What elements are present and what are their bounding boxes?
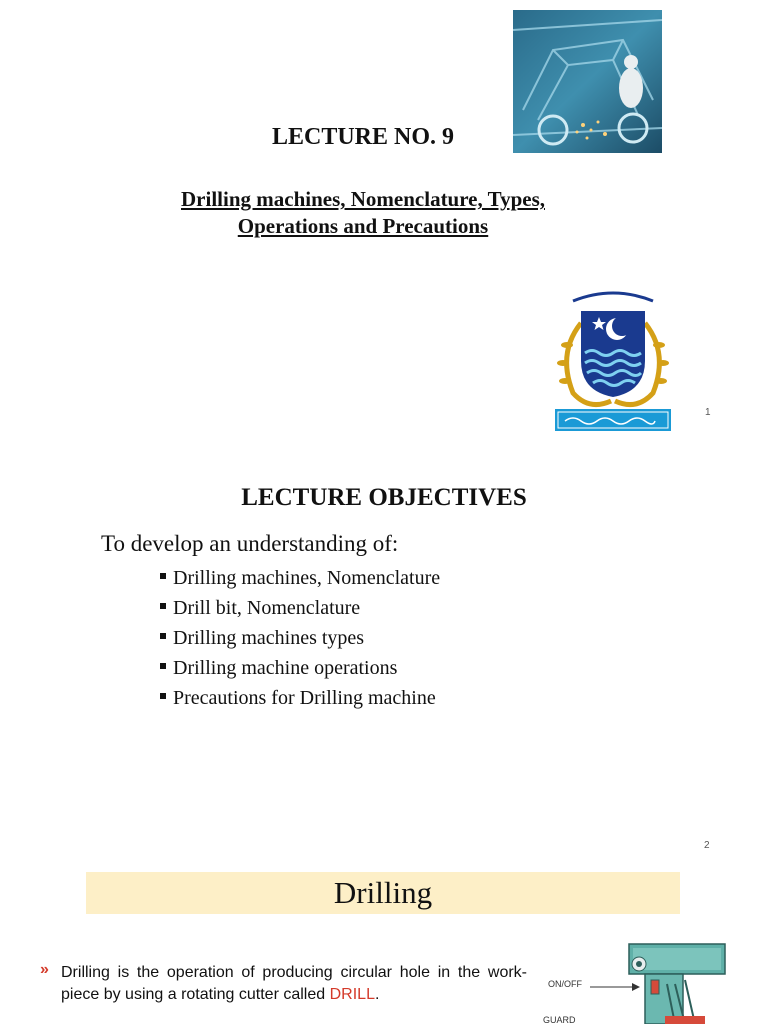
list-item: Drilling machine operations <box>160 653 440 683</box>
objectives-intro: To develop an understanding of: <box>101 531 399 556</box>
objectives-title: LECTURE OBJECTIVES <box>241 484 527 511</box>
drill-highlight: DRILL <box>329 986 375 1003</box>
subtitle-line-2: Operations and Precautions <box>237 214 489 238</box>
bullet-arrow-icon: » <box>40 961 49 978</box>
label-guard: GUARD <box>543 1015 576 1025</box>
lecture-subtitle <box>0 186 726 240</box>
list-item: Drilling machines types <box>160 623 440 653</box>
bullet-square-icon <box>160 573 166 579</box>
subtitle-line-1: Drilling machines, Nomenclature, Types, <box>181 187 545 211</box>
bullet-square-icon <box>160 603 166 609</box>
list-item: Drilling machines, Nomenclature <box>160 563 440 593</box>
bullet-square-icon <box>160 663 166 669</box>
label-on-off: ON/OFF <box>548 979 582 989</box>
drilling-definition: Drilling is the operation of producing circular hole in the work-piece by using a rotating cutter called DRILL. <box>61 964 527 1003</box>
drill-press-diagram <box>615 940 730 1024</box>
list-item: Drill bit, Nomenclature <box>160 593 440 623</box>
drilling-title: Drilling <box>333 875 433 910</box>
bullet-square-icon <box>160 633 166 639</box>
university-logo <box>553 283 673 435</box>
objectives-list <box>160 563 440 713</box>
page-number-2: 2 <box>704 840 710 851</box>
page-number-1: 1 <box>705 407 711 418</box>
lecture-title: LECTURE NO. 9 <box>271 124 455 150</box>
logo-script-top <box>573 293 653 301</box>
bullet-square-icon <box>160 693 166 699</box>
list-item: Precautions for Drilling machine <box>160 683 440 713</box>
